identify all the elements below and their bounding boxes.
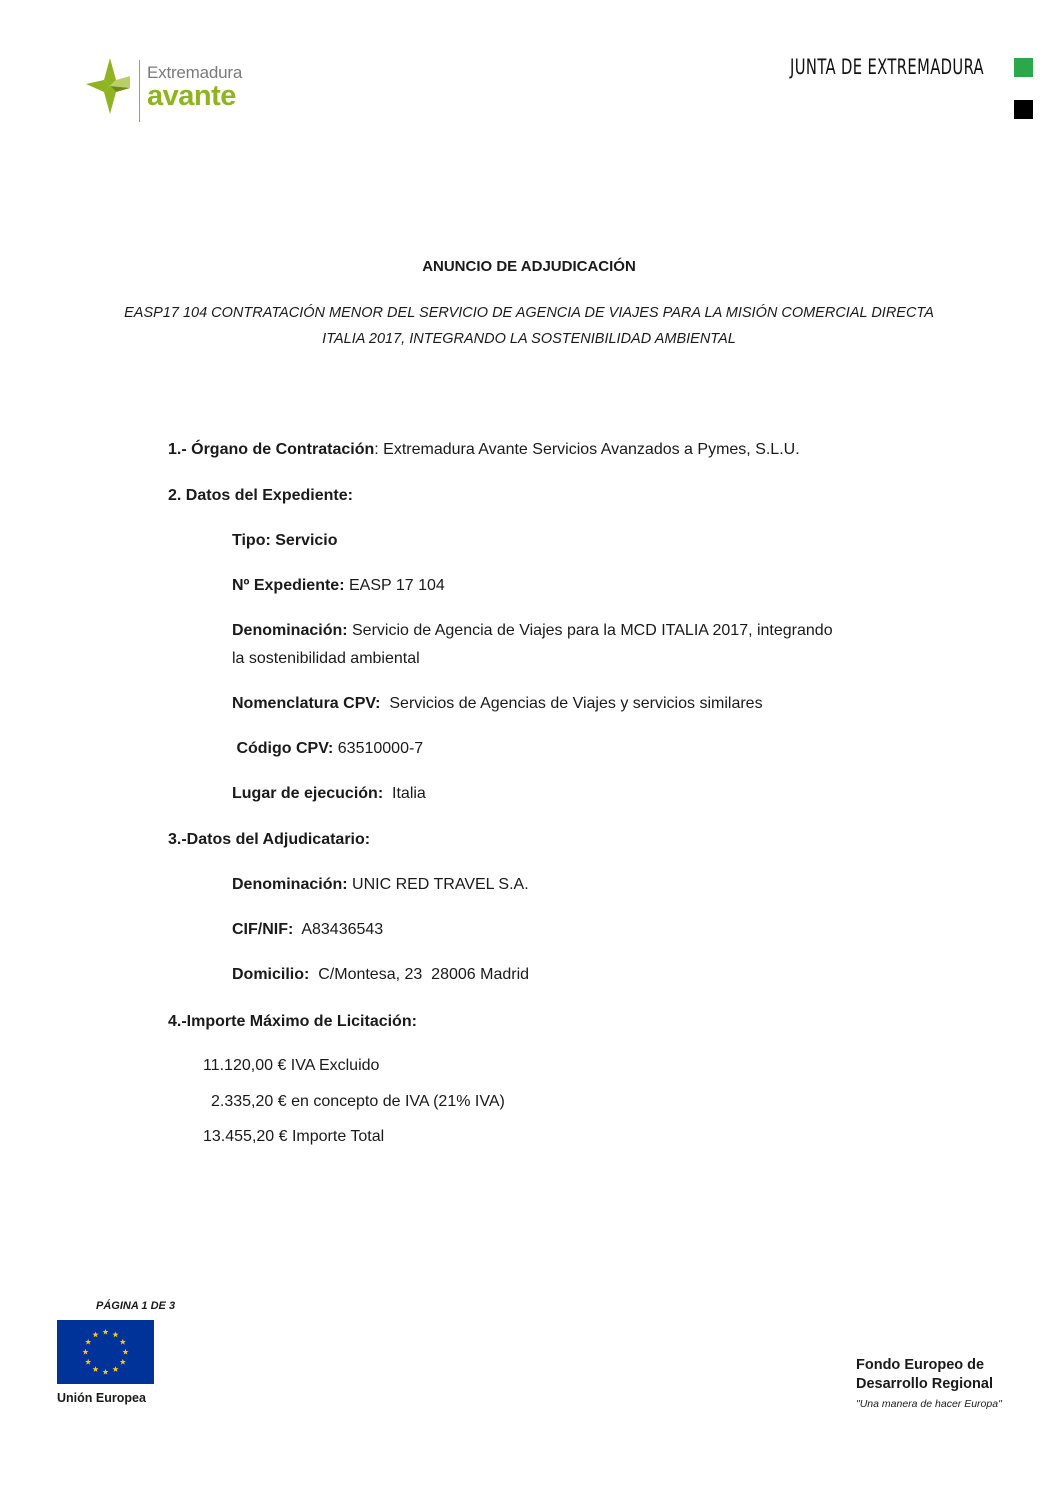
- domicilio-label: Domicilio:: [232, 966, 310, 983]
- expediente-value: EASP 17 104: [344, 577, 445, 594]
- lugar-label: Lugar de ejecución:: [232, 785, 384, 802]
- importe-iva-excluido: 11.120,00 € IVA Excluido: [203, 1057, 380, 1074]
- extremadura-avante-logo: [86, 56, 256, 126]
- cpv-label: Nomenclatura CPV:: [232, 695, 381, 712]
- cif-label: CIF/NIF:: [232, 921, 294, 938]
- codigo-cpv-value: 63510000-7: [333, 740, 424, 757]
- denominacion-line: [232, 622, 833, 640]
- lugar-line: [232, 785, 426, 803]
- section-4-heading: 4.-Importe Máximo de Licitación:: [168, 1013, 417, 1030]
- adjudicatario-denominacion-value: UNIC RED TRAVEL S.A.: [347, 876, 529, 893]
- feder-title-line2: Desarrollo Regional: [856, 1376, 993, 1392]
- denominacion-continuation: la sostenibilidad ambiental: [232, 650, 420, 667]
- section-3-heading: 3.-Datos del Adjudicatario:: [168, 831, 371, 848]
- denominacion-value: Servicio de Agencia de Viajes para la MCD ITALIA 2017, integrando: [347, 622, 833, 639]
- avante-star-icon: [86, 58, 134, 122]
- denominacion-label: Denominación:: [232, 622, 348, 639]
- cif-line: [232, 921, 383, 939]
- junta-de-extremadura-label: JUNTA DE EXTREMADURA: [790, 55, 985, 79]
- feder-title-line1: Fondo Europeo de: [856, 1357, 985, 1373]
- expediente-line: [232, 577, 445, 595]
- tipo-line: Tipo: Servicio: [232, 532, 338, 549]
- document-subtitle-line2: ITALIA 2017, INTEGRANDO LA SOSTENIBILIDAD AMBIENTAL: [322, 331, 736, 347]
- green-square: [1014, 58, 1033, 77]
- page-number: PÁGINA 1 DE 3: [96, 1300, 176, 1312]
- union-europea-label: Unión Europea: [57, 1391, 146, 1405]
- codigo-cpv-label: Código CPV:: [232, 740, 334, 757]
- lugar-value: Italia: [383, 785, 426, 802]
- cpv-line: [232, 695, 763, 713]
- cif-value: A83436543: [293, 921, 384, 938]
- document-subtitle-line1: EASP17 104 CONTRATACIÓN MENOR DEL SERVICIO DE AGENCIA DE VIAJES PARA LA MISIÓN COMERCIAL DIRECTA: [124, 305, 934, 321]
- organo-label: 1.- Órgano de Contratación: [168, 441, 375, 458]
- section-1-organo: [168, 441, 800, 459]
- adjudicatario-denominacion-label: Denominación:: [232, 876, 348, 893]
- black-square: [1014, 100, 1033, 119]
- domicilio-line: [232, 966, 529, 984]
- expediente-label: Nº Expediente:: [232, 577, 345, 594]
- importe-total: 13.455,20 € Importe Total: [203, 1128, 385, 1145]
- eu-flag-icon: [57, 1320, 154, 1384]
- codigo-cpv-line: [232, 740, 423, 758]
- logo-text-avante: avante: [147, 80, 236, 112]
- cpv-value: Servicios de Agencias de Viajes y servicios similares: [380, 695, 763, 712]
- document-title: ANUNCIO DE ADJUDICACIÓN: [422, 258, 636, 275]
- adjudicatario-denominacion-line: [232, 876, 529, 894]
- logo-divider: [139, 60, 140, 122]
- domicilio-value: C/Montesa, 23 28006 Madrid: [309, 966, 530, 983]
- section-2-heading: 2. Datos del Expediente:: [168, 487, 353, 504]
- importe-iva: 2.335,20 € en concepto de IVA (21% IVA): [211, 1093, 505, 1110]
- logo-text-extremadura: Extremadura: [147, 63, 243, 82]
- organo-value: : Extremadura Avante Servicios Avanzados a Pymes, S.L.U.: [374, 441, 800, 458]
- feder-slogan: "Una manera de hacer Europa": [856, 1398, 1002, 1410]
